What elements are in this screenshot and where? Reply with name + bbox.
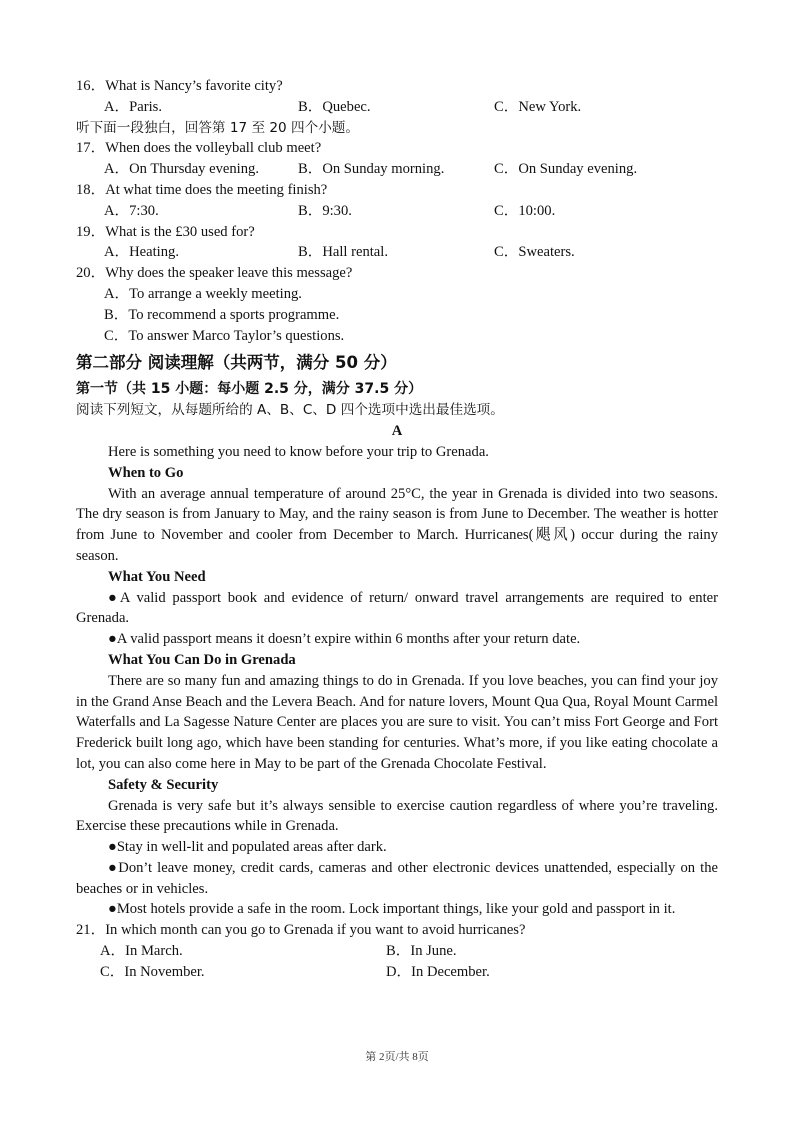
part-2-title: 第二部分 阅读理解（共两节，满分 50 分） <box>76 353 397 373</box>
bullet-safety-unattended: ●Don’t leave money, credit cards, cameras and other electronic devices unattended, especially on the beaches or in vehicles. <box>76 859 718 897</box>
heading-safety: Safety & Security <box>108 776 219 793</box>
paragraph-what-you-can-do: There are so many fun and amazing things to do in Grenada. If you love beaches, you can find your joy in the Grand Anse Beach and the Levera Beach. And for nature lovers, Mount Qua Qua, Royal Mount Carmel Waterfalls and La Sagesse Nature Center are places you are sure to visit. You can’t miss Fort George and Fort Frederick built long ago, which have been standing for centuries. What’s more, if you like eating chocolate a lot, you can also come here in May to be part of the Grenada Chocolate Festival. <box>76 672 718 772</box>
option-d: D．In December. <box>386 963 490 980</box>
bullet-safety-hotel-safe: ●Most hotels provide a safe in the room. Lock important things, like your gold and passport in it. <box>108 901 676 918</box>
option-a: A．7:30. <box>104 202 159 219</box>
exam-page <box>76 76 718 983</box>
option-a: A．Paris. <box>104 98 162 115</box>
section-1-title: 第一节（共 15 小题：每小题 2.5 分，满分 37.5 分） <box>76 381 423 398</box>
question-18-options <box>76 201 718 222</box>
heading-when-to-go: When to Go <box>108 464 184 481</box>
option-c: C．In November. <box>100 963 205 980</box>
question-19-stem: 19．What is the £30 used for? <box>76 223 255 240</box>
option-b: B．Quebec. <box>298 98 371 115</box>
bullet-passport-validity: ●A valid passport means it doesn’t expire within 6 months after your return date. <box>108 631 581 648</box>
heading-what-you-can-do: What You Can Do in Grenada <box>108 651 296 668</box>
option-a: A．In March. <box>100 943 183 960</box>
option-b: B．On Sunday morning. <box>298 161 445 178</box>
option-a: A．Heating. <box>104 244 179 261</box>
question-20-stem: 20．Why does the speaker leave this message? <box>76 265 353 282</box>
question-16-options <box>76 97 718 118</box>
question-19-options <box>76 242 718 263</box>
option-b: B．To recommend a sports programme. <box>104 306 340 323</box>
reading-instruction: 阅读下列短文，从每题所给的 A、B、C、D 四个选项中选出最佳选项。 <box>76 402 504 419</box>
paragraph-when-to-go: With an average annual temperature of around 25°C, the year in Grenada is divided into two seasons. The dry season is from January to May, and the rainy season is from June to December. The weather is hotter from June to November and cooler from December to March. Hurricanes(飓风) occur during the rainy season. <box>76 485 718 564</box>
question-17-options <box>76 159 718 180</box>
question-21-options-row-2 <box>76 962 718 983</box>
option-c: C．10:00. <box>494 202 556 219</box>
option-b: B．9:30. <box>298 202 352 219</box>
passage-letter: A <box>391 423 403 440</box>
paragraph-safety: Grenada is very safe but it’s always sensible to exercise caution regardless of where you’re traveling. Exercise these precautions while in Grenada. <box>76 797 718 835</box>
option-b: B．In June. <box>386 943 457 960</box>
heading-what-you-need: What You Need <box>108 568 206 585</box>
option-c: C．New York. <box>494 98 582 115</box>
option-a: A．To arrange a weekly meeting. <box>104 285 302 302</box>
instruction-17-20: 听下面一段独白，回答第 17 至 20 四个小题。 <box>76 119 359 136</box>
question-21-options-row-1 <box>76 941 718 962</box>
page-footer: 第 2页/共 8页 <box>365 1051 429 1063</box>
option-b: B．Hall rental. <box>298 244 388 261</box>
bullet-passport-requirement: ●A valid passport book and evidence of return/ onward travel arrangements are required to enter Grenada. <box>76 589 718 627</box>
question-17-stem: 17．When does the volleyball club meet? <box>76 140 322 157</box>
bullet-safety-lit-areas: ●Stay in well-lit and populated areas after dark. <box>108 839 387 856</box>
option-c: C．On Sunday evening. <box>494 161 638 178</box>
option-a: A．On Thursday evening. <box>104 161 259 178</box>
passage-intro: Here is something you need to know before your trip to Grenada. <box>108 443 489 460</box>
question-16-stem: 16．What is Nancy’s favorite city? <box>76 78 283 94</box>
question-18-stem: 18．At what time does the meeting finish? <box>76 181 328 198</box>
option-c: C．Sweaters. <box>494 244 575 261</box>
question-21-stem: 21．In which month can you go to Grenada if you want to avoid hurricanes? <box>76 922 526 939</box>
option-c: C．To answer Marco Taylor’s questions. <box>104 327 345 344</box>
